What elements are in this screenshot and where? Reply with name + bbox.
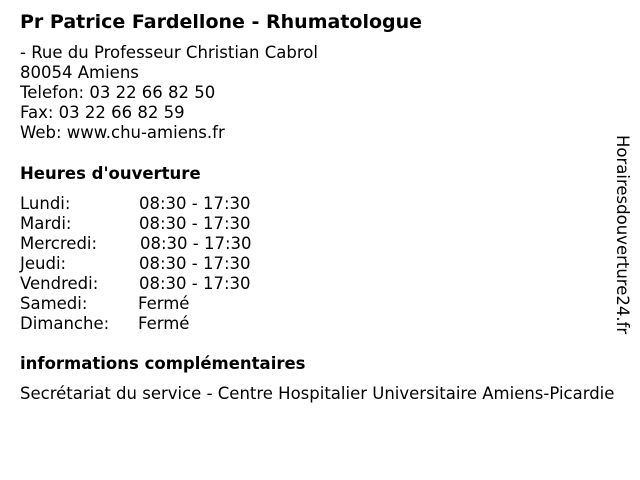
website: Web: www.chu-amiens.fr xyxy=(20,123,225,142)
page-title: Pr Patrice Fardellone - Rhumatologue xyxy=(20,11,423,33)
day-label: Mardi: xyxy=(20,214,72,233)
day-label: Vendredi: xyxy=(20,274,99,293)
day-label: Jeudi: xyxy=(20,254,67,273)
info-text: Secrétariat du service - Centre Hospitalier Universitaire Amiens-Picardie xyxy=(20,384,615,403)
street-address: - Rue du Professeur Christian Cabrol xyxy=(20,43,318,62)
address-block xyxy=(20,43,318,143)
day-label: Dimanche: xyxy=(20,314,110,333)
time-value: 08:30 - 17:30 xyxy=(139,274,251,293)
time-value: Fermé xyxy=(138,314,190,333)
time-value: 08:30 - 17:30 xyxy=(139,254,251,273)
day-label: Samedi: xyxy=(20,294,88,313)
hours-heading: Heures d'ouverture xyxy=(20,164,201,183)
time-value: 08:30 - 17:30 xyxy=(139,194,251,213)
day-label: Lundi: xyxy=(20,194,71,213)
watermark xyxy=(611,135,633,345)
time-value: 08:30 - 17:30 xyxy=(139,214,251,233)
fax-number: Fax: 03 22 66 82 59 xyxy=(20,103,185,122)
watermark-text: Horairesdouverture24.fr xyxy=(613,135,632,335)
city: 80054 Amiens xyxy=(20,63,139,82)
day-label: Mercredi: xyxy=(20,234,98,253)
time-value: Fermé xyxy=(138,294,190,313)
phone-number: Telefon: 03 22 66 82 50 xyxy=(20,83,216,102)
info-heading: informations complémentaires xyxy=(20,354,306,373)
time-value: 08:30 - 17:30 xyxy=(140,234,252,253)
